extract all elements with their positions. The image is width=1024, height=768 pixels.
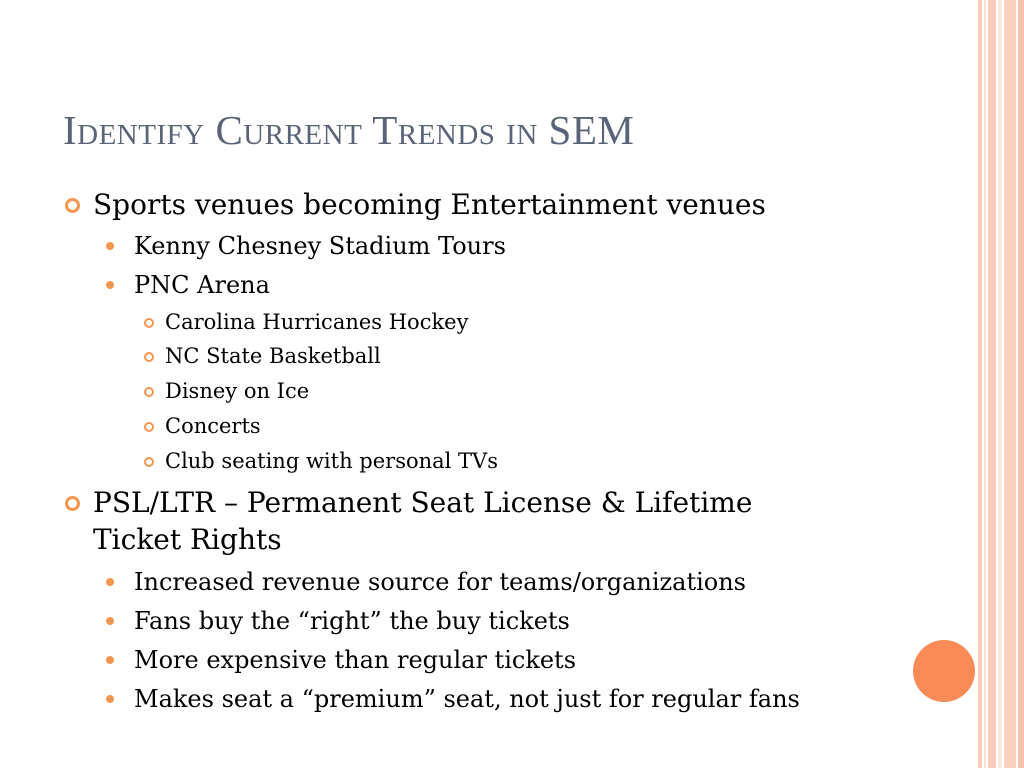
stripe <box>978 0 982 768</box>
slide-title: Identify Current Trends in SEM <box>63 107 635 153</box>
stripe <box>1004 0 1016 768</box>
ring-bullet-icon <box>144 422 154 432</box>
ring-bullet-icon <box>65 198 80 213</box>
sub-bullet-text: Makes seat a “premium” seat, not just for regular fans <box>134 685 800 713</box>
sub-sub-bullet-text: Concerts <box>165 414 261 438</box>
ring-bullet-icon <box>144 387 154 397</box>
decorative-stripes <box>978 0 1024 768</box>
dot-bullet-icon <box>106 617 114 625</box>
dot-bullet-icon <box>106 578 114 586</box>
dot-bullet-icon <box>106 695 114 703</box>
decorative-circle <box>913 640 975 702</box>
sub-bullet-text: PNC Arena <box>134 271 270 299</box>
dot-bullet-icon <box>106 656 114 664</box>
ring-bullet-icon <box>144 457 154 467</box>
dot-bullet-icon <box>106 242 114 250</box>
stripe <box>984 0 986 768</box>
sub-sub-bullet-text: Club seating with personal TVs <box>165 449 498 473</box>
ring-bullet-icon <box>144 318 154 328</box>
sub-bullet-text: Increased revenue source for teams/organizations <box>134 568 746 596</box>
dot-bullet-icon <box>106 281 114 289</box>
stripe <box>1018 0 1024 768</box>
sub-bullet-text: Kenny Chesney Stadium Tours <box>134 232 506 260</box>
bullet-text: PSL/LTR – Permanent Seat License & Lifetime <box>93 486 753 519</box>
bullet-text-continued: Ticket Rights <box>93 523 282 556</box>
ring-bullet-icon <box>65 496 80 511</box>
bullet-text: Sports venues becoming Entertainment venues <box>93 188 766 221</box>
stripe <box>998 0 1002 768</box>
ring-bullet-icon <box>144 352 154 362</box>
sub-bullet-text: More expensive than regular tickets <box>134 646 577 674</box>
sub-sub-bullet-text: NC State Basketball <box>165 344 381 368</box>
stripe <box>988 0 996 768</box>
sub-sub-bullet-text: Carolina Hurricanes Hockey <box>165 310 469 334</box>
sub-bullet-text: Fans buy the “right” the buy tickets <box>134 607 570 635</box>
sub-sub-bullet-text: Disney on Ice <box>165 379 310 403</box>
